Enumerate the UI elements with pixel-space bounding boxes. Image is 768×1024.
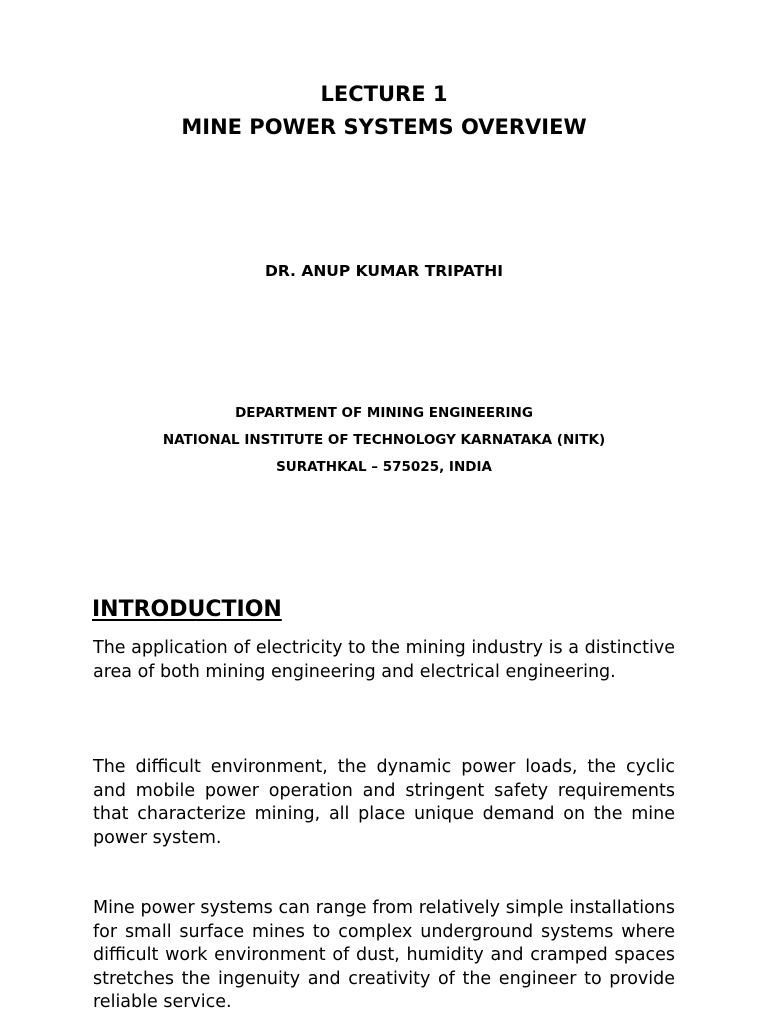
lecture-topic: MINE POWER SYSTEMS OVERVIEW <box>181 115 587 139</box>
intro-paragraph-1: The application of electricity to the mining industry is a distinctive area of both mining engineering and electrical engineering. <box>93 638 675 682</box>
department-name: DEPARTMENT OF MINING ENGINEERING <box>235 405 533 421</box>
section-heading-introduction: INTRODUCTION <box>92 597 282 622</box>
lecture-number: LECTURE 1 <box>320 82 448 106</box>
institute-address: SURATHKAL – 575025, INDIA <box>276 459 492 475</box>
affiliation-block <box>0 400 768 481</box>
institute-name: NATIONAL INSTITUTE OF TECHNOLOGY KARNATAKA (NITK) <box>162 432 606 448</box>
intro-paragraph-2: The difficult environment, the dynamic power loads, the cyclic and mobile power operation and stringent safety requirements that characterize mining, all place unique demand on the mine power system. <box>93 757 675 848</box>
author-name: DR. ANUP KUMAR TRIPATHI <box>264 262 504 280</box>
intro-paragraph-3: Mine power systems can range from relatively simple installations for small surface mines to complex underground systems where difficult work environment of dust, humidity and cramped spaces stretches the ingenuity and creativity of the engineer to provide reliable service. <box>93 898 675 1012</box>
lecture-title <box>0 78 768 144</box>
